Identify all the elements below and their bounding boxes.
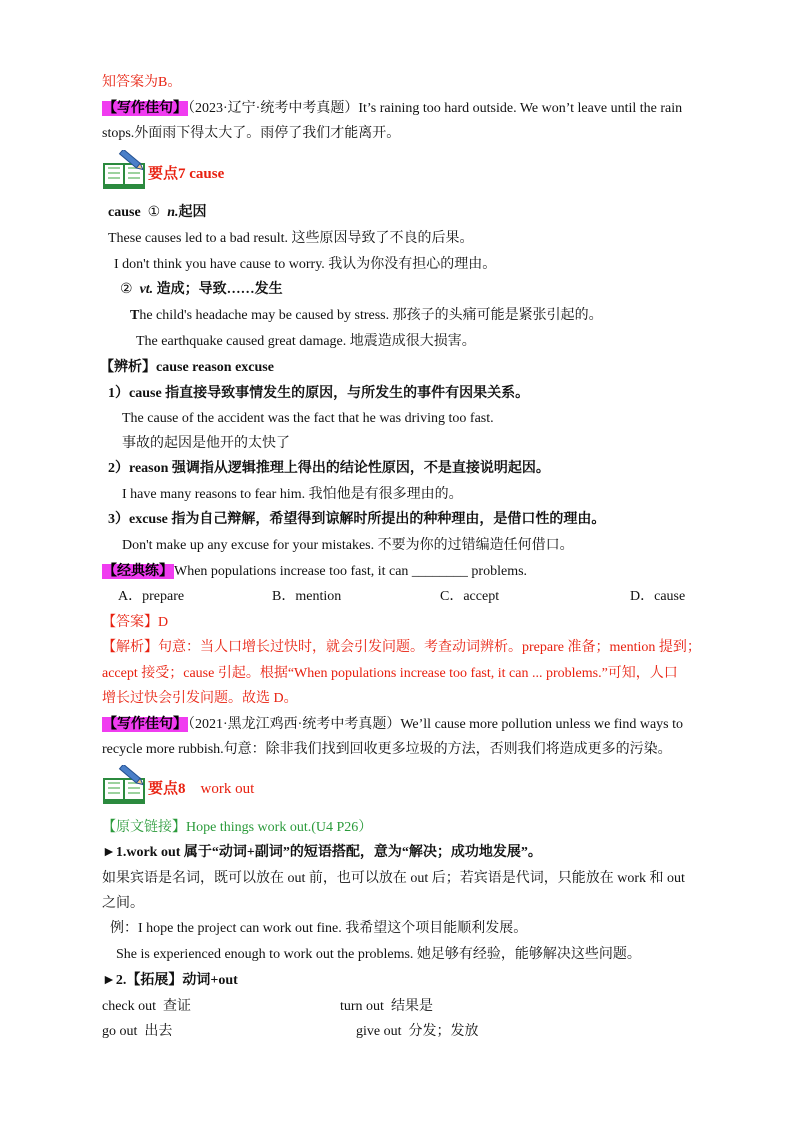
- original-link: 【原文链接】Hope things work out.(U4 P26）: [102, 820, 373, 835]
- cause-definition-1: cause ① n.起因: [108, 205, 207, 220]
- example-line: Don't make up any excuse for your mistakes. 不要为你的过错编造任何借口。: [122, 538, 574, 553]
- example-line: The child's headache may be caused by stress. 那孩子的头痛可能是紧张引起的。: [130, 308, 603, 323]
- section-title-7: 要点7 cause: [148, 166, 225, 182]
- phrase-item: turn out 结果是: [340, 999, 433, 1014]
- option-d: D．cause: [630, 589, 686, 604]
- point-2-heading: ►2.【拓展】动词+out: [102, 973, 238, 988]
- practice-tag: 【经典练】: [103, 564, 173, 579]
- writing-tag: 【写作佳句】: [103, 717, 187, 732]
- option-a: A．prepare: [118, 589, 185, 604]
- point-1-note: 如果宾语是名词，既可以放在 out 前，也可以放在 out 后；若宾语是代词，只能放在 work 和 out: [102, 871, 685, 886]
- option-c: C．accept: [440, 589, 500, 604]
- analysis-line: 增长过快会引发问题。故选 D。: [102, 691, 298, 706]
- writing-sentence-1: [102, 99, 682, 119]
- example-line: I have many reasons to fear him. 我怕他是有很多理由的。: [122, 487, 463, 502]
- analysis-line: 【解析】句意：当人口增长过快时，就会引发问题。考查动词辨析。prepare 准备；mention 提到；: [102, 640, 701, 655]
- phrase-item: check out 查证: [102, 999, 192, 1014]
- example-line: I don't think you have cause to worry. 我认为你没有担心的理由。: [114, 257, 497, 272]
- answer-line: 知答案为B。: [102, 75, 182, 90]
- example-line: The cause of the accident was the fact that he was driving too fast.: [122, 411, 494, 426]
- book-pencil-icon: [102, 150, 146, 190]
- phrase-item: go out 出去: [102, 1024, 173, 1039]
- example-line: 事故的起因是他开的太快了: [122, 436, 290, 451]
- cause-definition-2: ② vt. 造成；导致……发生: [120, 282, 283, 297]
- distinguish-item-3: 3）excuse 指为自己辩解，希望得到谅解时所提出的种种理由，是借口性的理由。: [108, 512, 606, 527]
- book-pencil-icon: [102, 765, 146, 805]
- section-title-8: 要点8 work out: [148, 781, 255, 797]
- writing-sentence-1-cont: stops.外面雨下得太大了。雨停了我们才能离开。: [102, 126, 401, 141]
- distinguish-item-2: 2）reason 强调指从逻辑推理上得出的结论性原因，不是直接说明起因。: [108, 461, 550, 476]
- option-b: B．mention: [272, 589, 342, 604]
- distinguish-heading: 【辨析】cause reason excuse: [100, 360, 274, 375]
- writing-sentence-2: 【写作佳句】（2021·黑龙江鸡西·统考中考真题）We’ll cause more pollution unless we find ways to: [103, 717, 684, 732]
- point-1-heading: ►1.work out 属于“动词+副词”的短语搭配，意为“解决；成功地发展”。: [102, 845, 542, 860]
- practice-question: 【经典练】When populations increase too fast, it can ________ problems.: [103, 564, 528, 579]
- example-line: The earthquake caused great damage. 地震造成很大损害。: [136, 334, 476, 349]
- phrase-item: give out 分发；发放: [356, 1024, 479, 1039]
- answer-label: 【答案】D: [102, 615, 169, 630]
- analysis-line: accept 接受；cause 引起。根据“When populations increase too fast, it can ... problems.”可知，人口: [102, 666, 678, 681]
- writing-text: （2023·辽宁·统考中考真题）It’s raining too hard outside. We won’t leave until the rain: [188, 101, 683, 116]
- example-line: These causes led to a bad result. 这些原因导致了不良的后果。: [108, 231, 474, 246]
- example-line: 例：I hope the project can work out fine. 我希望这个项目能顺利发展。: [110, 921, 528, 936]
- distinguish-item-1: 1）cause 指直接导致事情发生的原因，与所发生的事件有因果关系。: [108, 386, 530, 401]
- point-1-note-cont: 之间。: [102, 896, 144, 911]
- writing-sentence-2-cont: recycle more rubbish.句意：除非我们找到回收更多垃圾的方法，否则我们将造成更多的污染。: [102, 742, 672, 757]
- writing-tag: 【写作佳句】: [103, 101, 187, 116]
- example-line: She is experienced enough to work out the problems. 她足够有经验，能够解决这些问题。: [116, 947, 641, 962]
